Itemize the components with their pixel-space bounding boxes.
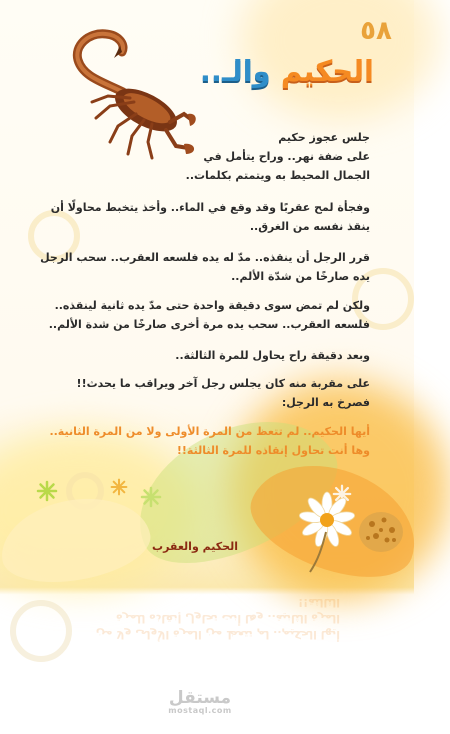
- story-paragraph-text: وبعد دقيقة راح يحاول للمرة الثالثة..: [175, 349, 370, 362]
- story-line: جلس عجوز حكيم: [278, 131, 370, 144]
- story-paragraph: [40, 346, 370, 365]
- star-flower-icon: [110, 478, 128, 496]
- story-paragraph: [40, 248, 370, 286]
- story-paragraph-text: قرر الرجل أن ينقذه.. مدّ له يده فلسعه العقرب.. سحب الرجل يده صارخًا من شدّة الألم..: [40, 251, 370, 283]
- story-line: الجمال المحيط به ويتمتم بكلمات..: [185, 169, 370, 182]
- image-caption: الحكيم والعقرب: [152, 540, 238, 553]
- story-paragraph-text: ولكن لم تمض سوى دقيقة واحدة حتى مدّ يده ثانية لينقذه.. فلسعه العقرب.. سحب يده مرة أخرى صارخًا من شدة الألم..: [48, 299, 370, 331]
- story-paragraph: [40, 296, 370, 334]
- watermark-arabic: مستقل: [168, 688, 232, 708]
- quote-text: أيها الحكيم.. لم تتعظ من المرة الأولى ولا من المرة الثانية.. وها أنت تحاول إنقاذه للمرة الثالثة!!: [49, 425, 370, 457]
- story-paragraph-text: وفجأة لمح عقربًا وقد وقع في الماء.. وأخذ يتخبط محاولًا أن ينقذ نفسه من الغرق..: [50, 201, 370, 233]
- story-line: على ضفة نهر.. وراح يتأمل في: [203, 150, 370, 163]
- reflection-text: أيها الحكيم.. لم تتعظ من المرة الأولى ولا من المرة الثانية.. وها أنت تحاول إنقاذه للمرة الثالثة!!: [95, 596, 340, 641]
- daisy-flower: [296, 492, 358, 574]
- story-intro: [40, 128, 370, 185]
- title-part2: والـ..: [199, 54, 271, 88]
- reflection: [80, 596, 340, 642]
- sponge-flower: [356, 508, 406, 556]
- story-paragraph-text: على مقربة منه كان يجلس رجل آخر ويراقب ما يحدث!! فصرخ به الرجل:: [76, 377, 370, 409]
- star-flower-icon: [36, 480, 58, 502]
- story-paragraph: [40, 198, 370, 236]
- star-flower-icon: [140, 486, 162, 508]
- quote-paragraph: [40, 422, 370, 460]
- title-part1: الحكيم: [270, 54, 374, 88]
- ring-bottom: [10, 600, 72, 662]
- story-paragraph: [40, 374, 370, 412]
- watermark-latin: mostaql.com: [168, 706, 232, 715]
- page-title: [200, 54, 374, 88]
- page-number: ٥٨: [360, 16, 392, 46]
- watermark: [150, 688, 250, 715]
